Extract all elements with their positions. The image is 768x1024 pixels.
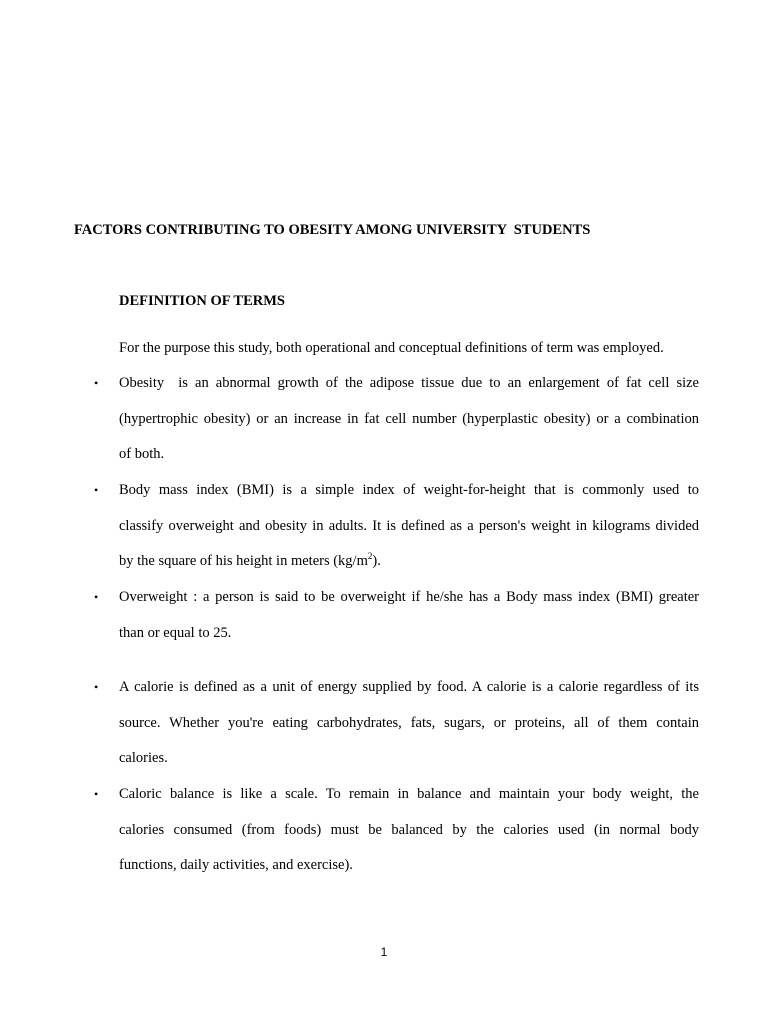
document-title: FACTORS CONTRIBUTING TO OBESITY AMONG UNIVERSITY STUDENTS xyxy=(74,222,591,238)
definition-item-calorie xyxy=(94,670,699,777)
text-line: (hypertrophic obesity) or an increase in fat cell number (hyperplastic obesity) or a combination xyxy=(119,410,699,427)
definition-text xyxy=(119,580,699,651)
definition-text xyxy=(119,366,699,473)
definition-item-caloric-balance xyxy=(94,777,699,884)
text-line: functions, daily activities, and exercise). xyxy=(119,857,353,874)
text-line: Obesity is an abnormal growth of the adipose tissue due to an enlargement of fat cell size xyxy=(119,375,699,391)
text-line: Caloric balance is like a scale. To remain in balance and maintain your body weight, the xyxy=(119,786,699,802)
text-line: classify overweight and obesity in adults. It is defined as a person's weight in kilograms divided xyxy=(119,517,699,534)
text-fragment: ). xyxy=(372,553,381,570)
definition-text xyxy=(119,777,699,884)
bullet-icon: • xyxy=(94,787,99,801)
definition-item-bmi xyxy=(94,473,699,580)
intro-paragraph: For the purpose this study, both operational and conceptual definitions of term was employed. xyxy=(119,340,664,356)
page-number: 1 xyxy=(380,945,388,959)
definition-text xyxy=(119,473,699,580)
text-fragment: by the square of his height in meters (kg/m xyxy=(119,553,368,570)
section-heading: DEFINITION OF TERMS xyxy=(119,293,285,309)
text-line: calories consumed (from foods) must be balanced by the calories used (in normal body xyxy=(119,821,699,838)
text-line: Body mass index (BMI) is a simple index of weight-for-height that is commonly used to xyxy=(119,482,699,498)
text-line: calories. xyxy=(119,750,168,767)
text-line: of both. xyxy=(119,446,165,463)
text-line: A calorie is defined as a unit of energy supplied by food. A calorie is a calorie regardless of its xyxy=(119,679,699,695)
text-line: Overweight : a person is said to be overweight if he/she has a Body mass index (BMI) greater xyxy=(119,589,699,605)
text-line: source. Whether you're eating carbohydrates, fats, sugars, or proteins, all of them contain xyxy=(119,714,699,731)
superscript: 2 xyxy=(367,551,373,562)
text-line xyxy=(119,544,699,580)
bullet-icon: • xyxy=(94,680,99,694)
definition-item-obesity xyxy=(94,366,699,473)
text-line: than or equal to 25. xyxy=(119,624,232,641)
bullet-icon: • xyxy=(94,590,99,604)
definition-text xyxy=(119,670,699,777)
bullet-icon: • xyxy=(94,376,99,390)
bullet-icon: • xyxy=(94,483,99,497)
definition-item-overweight xyxy=(94,580,699,651)
